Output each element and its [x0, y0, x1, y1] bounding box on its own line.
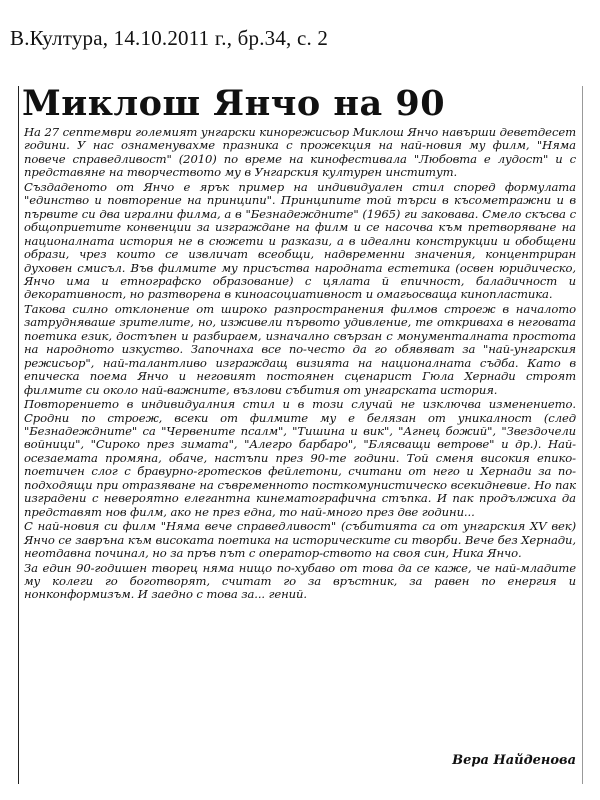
- paragraph: С най-новия си филм "Няма вече справедливост" (събитията са от унгарския XV век) Янчо се завръна към високата поетика на историческите си творби. Вече без Хернади, неотдавна починал, но за пръв път с оператор-ството на своя син, Ника Янчо.: [24, 519, 576, 561]
- source-line: В.Култура, 14.10.2011 г., бр.34, с. 2: [10, 26, 329, 50]
- paragraph: На 27 септември големият унгарски кинорежисьор Миклош Янчо навърши деветдесет години. У нас ознаменувахме празника с прожекция на най-новия му филм, "Няма повече справедливост" (2010) по време на кинофестивала "Любовта е лудост" и с представяне на творчеството му в Унгарския културен институт.: [24, 125, 576, 180]
- author-signature: Вера Найденова: [452, 753, 576, 768]
- paragraph: Такова силно отклонение от широко разпространения филмов строеж в началото затрудняваше зрителите, но, изживели първото удивление, те откриваха в неговата поетика език, достъпен и разбираем, изначално свързан с монументалната простота на народното изкуство. Започнаха все по-често да го обявяват за "най-унгарския режисьор", най-талантливо изграждащ визията на националната съдба. Като в епическа поема Янчо и неговият постоянен сценарист Гюла Хернади строят филмите си около най-важните, възлови събития от унгарската история.: [24, 301, 576, 397]
- paragraph: Повторението в индивидуалния стил и в този случай не изключва изменението. Сродни по строеж, всеки от филмите му е белязан от уникалност (след "Безнадеждните" са "Червените псалм", "Тишина и вик", "Агнец божий", "Звездочели войници", "Сироко през зимата", "Алегро барбаро", "Блясващи ветрове" и др.). Най-осезаемата промяна, обаче, настъпи през 90-те години. Той сменя високия епико-поетичен слог с бравурно-гротесков фейлетони, считани от него и Хернади за по-подходящи при отразяване на съвременното посткомунистическо всекидневие. Но пак изградени с невероятно елегантна кинематографична стъпка. И пак продължиха да представят нов филм, ако не през една, то най-много през две години...: [24, 397, 576, 519]
- article-body: [24, 126, 576, 603]
- article-clipping: [18, 83, 583, 784]
- headline: Миклош Янчо на 90: [22, 83, 446, 124]
- paragraph: Създаденото от Янчо е ярък пример на индивидуален стил според формулата "единство и повторение на принципи". Принципите той търси в късометражни и в първите си два игрални филма, а в "Безнадеждните" (1965) ги заковава. Смело скъсва с общоприетите конвенции за изграждане на филм и се насочва към претворяване на националната история не в сюжети и разкази, а в идеални конструкции и обобщени образи, чрез които се извличат всеобщи, надвременни значения, концентриран духовен смисъл. Във филмите му присъства народната естетика (освен юридическо, Янчо има и етнографско образование) с цялата й епичност, баладичност и декоративност, но разтворена в кинoасоциативност и омагьосваща кинопластика.: [24, 179, 576, 302]
- paragraph: За един 90-годишен творец няма нищо по-хубаво от това да се каже, че най-младите му колеги го боготворят, считат го за връстник, за равен по енергия и нонконформизъм. И заедно с това за... гений.: [24, 560, 576, 602]
